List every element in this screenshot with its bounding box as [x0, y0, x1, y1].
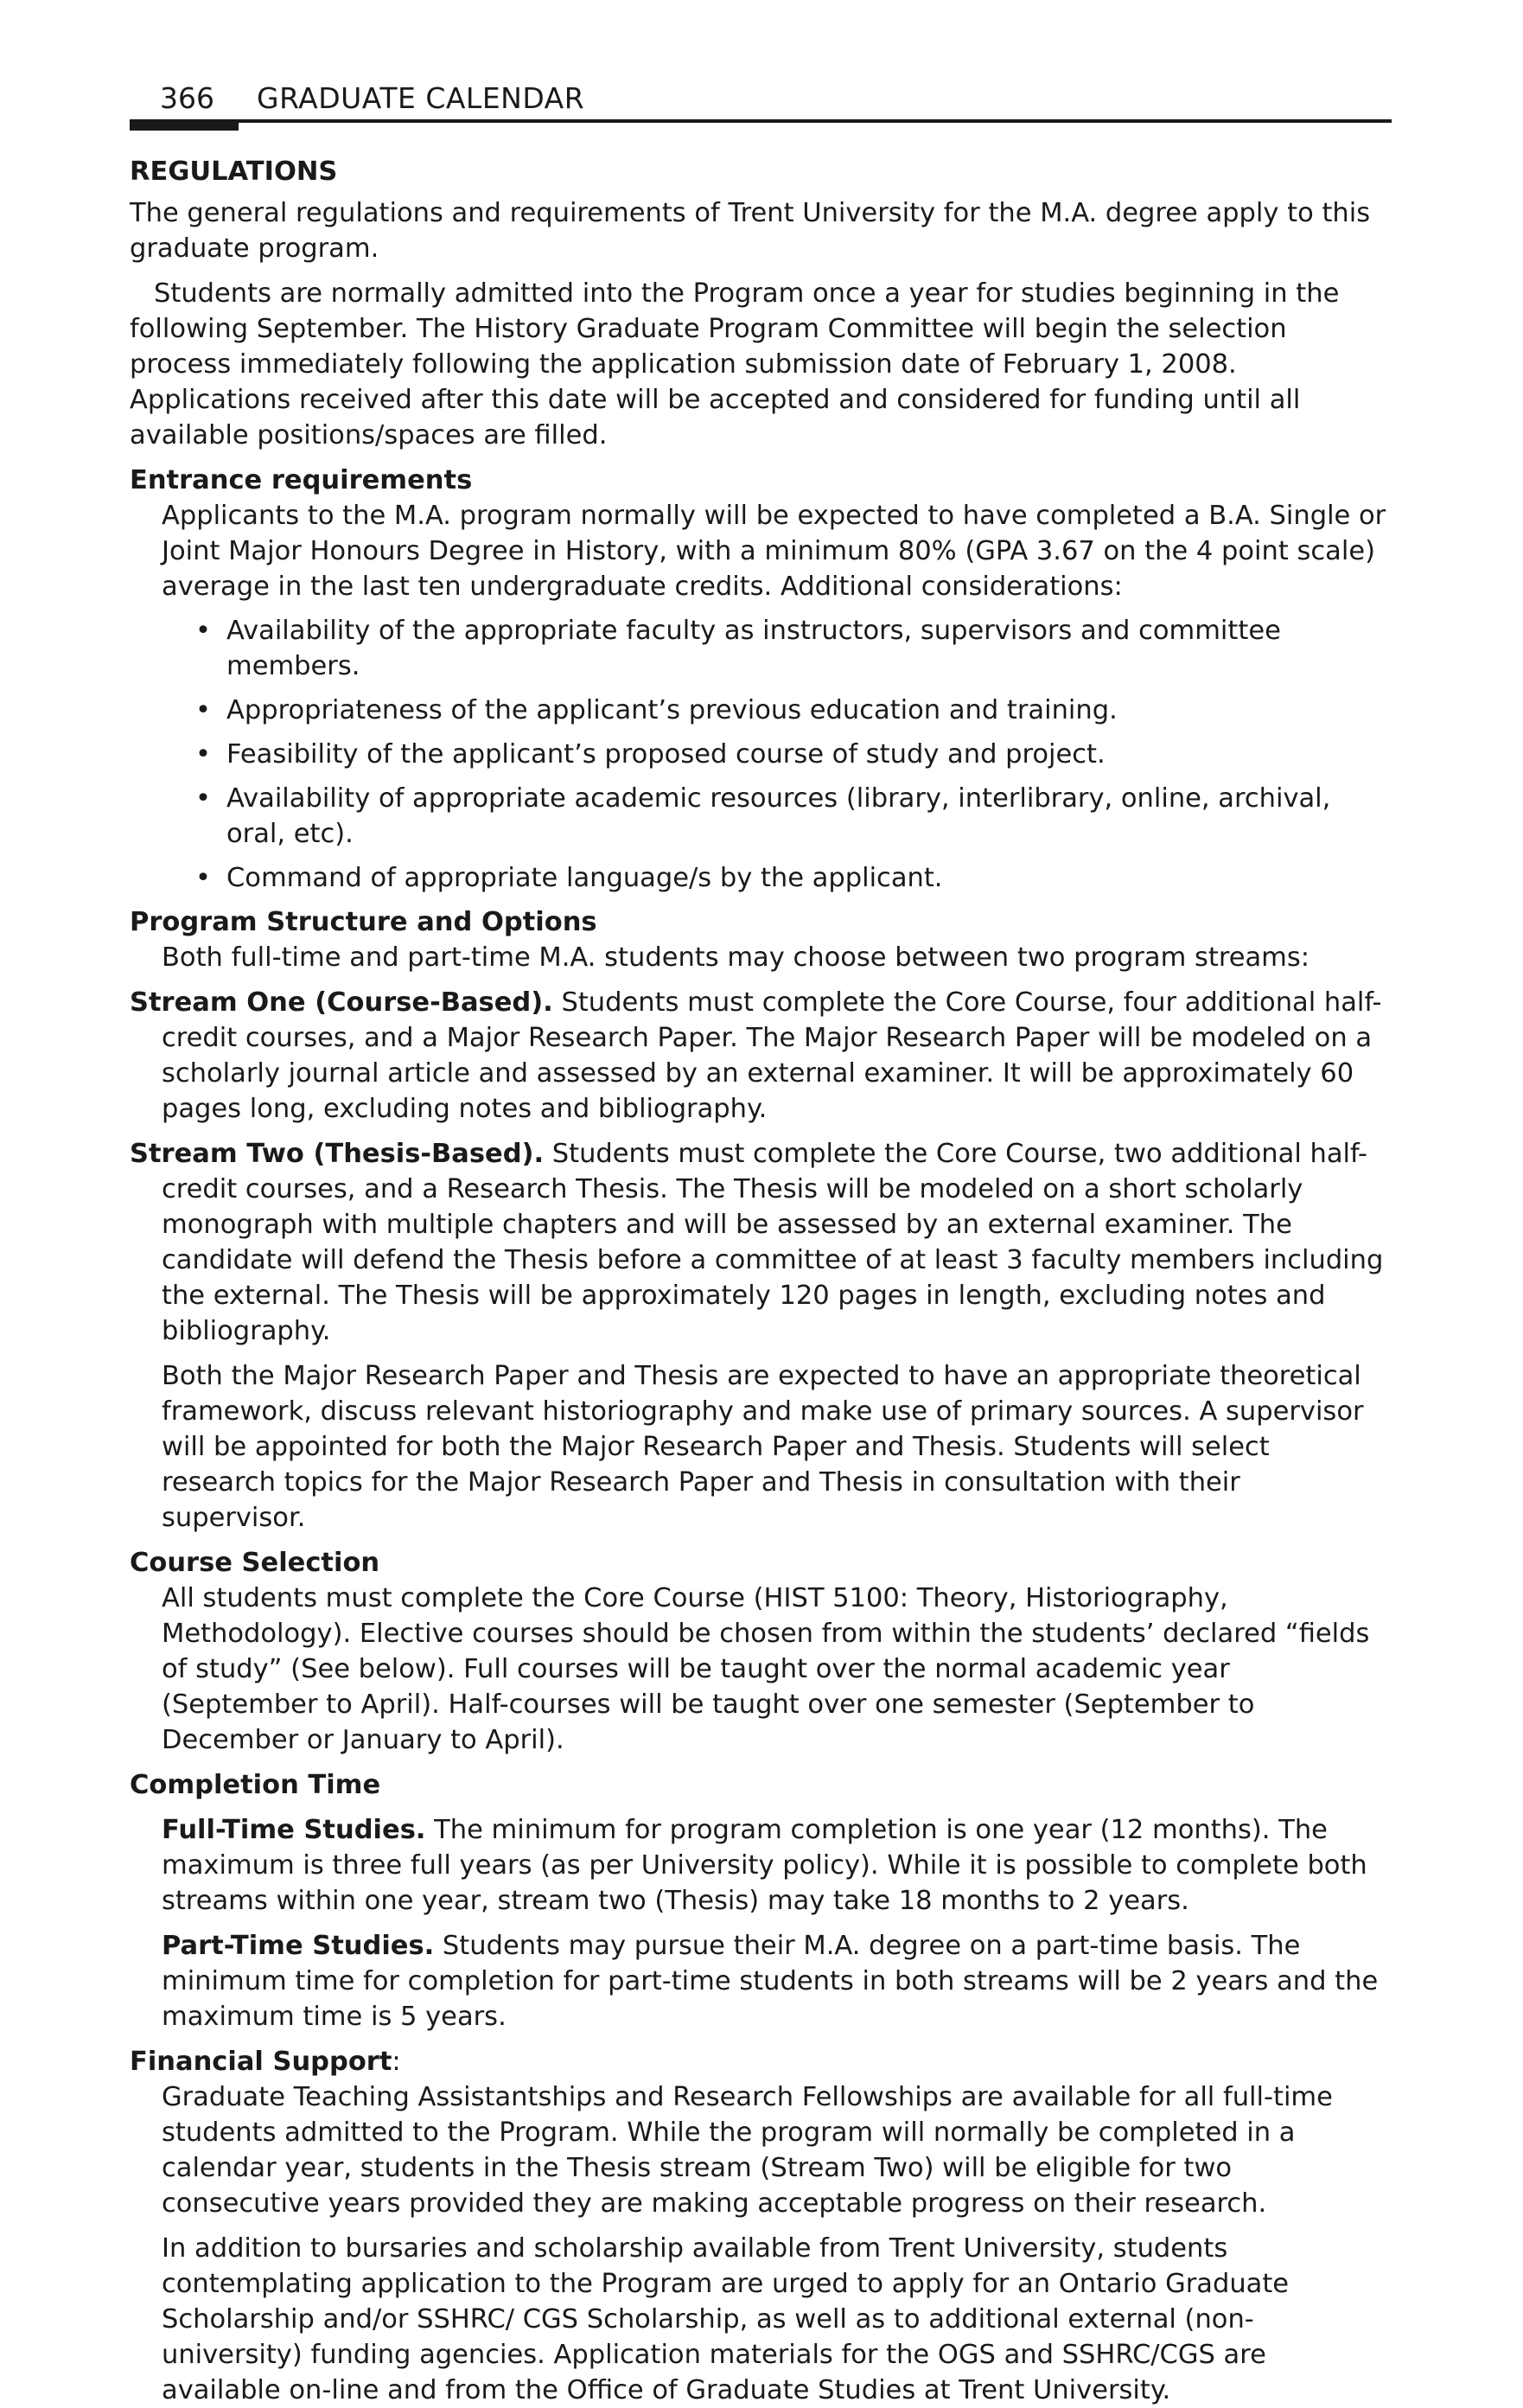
list-item [130, 860, 1392, 896]
full-time-text: The minimum for program completion is one year (12 months). The maximum is three full years (as per University policy). While it is possible to complete both streams within one year, stream two (Thesis) may take 18 months to 2 years. [162, 1815, 1367, 1916]
list-item-text: Availability of the appropriate faculty as instructors, supervisors and committee members. [226, 616, 1281, 681]
part-time-text: Students may pursue their M.A. degree on a part-time basis. The minimum time for completion for part-time students in both streams will be 2 years and the maximum time is 5 years. [162, 1931, 1379, 2032]
stream-two-label: Stream Two (Thesis-Based). [130, 1139, 545, 1169]
financial-paragraph-2: In addition to bursaries and scholarship available from Trent University, students contemplating application to the Program are urged to apply for an Ontario Graduate Scholarship and/or SSHRC/ CGS Scholarship, as well as to additional external (non-university) funding agencies. Application materials for the OGS and SSHRC/CGS are available on-line and from the Office of Graduate Studies at Trent University. [162, 2233, 1290, 2405]
financial-heading-line [130, 2044, 1392, 2079]
list-item-text: Feasibility of the applicant’s proposed course of study and project. [226, 739, 1106, 770]
entrance-intro: Applicants to the M.A. program normally will be expected to have completed a B.A. Single or Joint Major Honours Degree in History, with a minimum 80% (GPA 3.67 on the 4 point scale) average in the last ten undergraduate credits. Additional considerations: [162, 501, 1386, 602]
part-time-label: Part-Time Studies. [162, 1931, 435, 1961]
stream-one-text: Students must complete the Core Course, four additional half-credit courses, and a Major Research Paper. The Major Research Paper will be modeled on a scholarly journal article and assessed by an external examiner. It will be approximately 60 pages long, excluding notes and bibliography. [162, 987, 1382, 1124]
full-time-label: Full-Time Studies. [162, 1815, 426, 1845]
bullet-icon: • [195, 783, 211, 814]
bullet-icon: • [195, 863, 211, 893]
financial-paragraph-1: Graduate Teaching Assistantships and Research Fellowships are available for all full-time students admitted to the Program. While the program will normally be completed in a calendar year, students in the Thesis stream (Stream Two) will be eligible for two consecutive years provided they are making acceptable progress on their research. [162, 2082, 1333, 2219]
page-header [130, 78, 1392, 131]
course-selection-text: All students must complete the Core Course (HIST 5100: Theory, Historiography, Methodology). Elective courses should be chosen from within the students’ declared “fields of study” (See below). Full courses will be taught over the normal academic year (September to April). Half-courses will be taught over one semester (September to December or January to April). [162, 1583, 1370, 1755]
regulations-paragraph-1: The general regulations and requirements of Trent University for the M.A. degree apply to this graduate program. [130, 198, 1371, 264]
bullet-icon: • [195, 739, 211, 770]
header-rule [130, 119, 1392, 123]
stream-one-label: Stream One (Course-Based). [130, 987, 553, 1018]
list-item [130, 693, 1392, 728]
stream-one-paragraph [130, 985, 1392, 1127]
financial-heading: Financial Support [130, 2047, 392, 2077]
course-selection-heading: Course Selection [130, 1548, 380, 1578]
list-item-text: Appropriateness of the applicant’s previous education and training. [226, 695, 1118, 725]
page-content [130, 154, 1392, 2408]
regulations-heading: REGULATIONS [130, 156, 338, 187]
running-title: GRADUATE CALENDAR [257, 81, 585, 115]
entrance-heading: Entrance requirements [130, 465, 473, 495]
completion-heading: Completion Time [130, 1770, 381, 1800]
header-tab-mark [130, 119, 239, 131]
list-item [130, 613, 1392, 684]
list-item-text: Availability of appropriate academic resources (library, interlibrary, online, archival, oral, etc). [226, 783, 1331, 849]
stream-two-text: Students must complete the Core Course, two additional half-credit courses, and a Research Thesis. The Thesis will be modeled on a short scholarly monograph with multiple chapters and will be assessed by an external examiner. The candidate will defend the Thesis before a committee of at least 3 faculty members including the external. The Thesis will be approximately 120 pages in length, excluding notes and bibliography. [162, 1139, 1384, 1346]
list-item [130, 737, 1392, 772]
part-time-paragraph [162, 1928, 1392, 2034]
list-item [130, 781, 1392, 852]
full-time-paragraph [162, 1812, 1392, 1919]
structure-heading: Program Structure and Options [130, 907, 597, 937]
regulations-paragraph-2: Students are normally admitted into the Program once a year for studies beginning in the following September. The History Graduate Program Committee will begin the selection process immediately following the application submission date of February 1, 2008. Applications received after this date will be accepted and considered for funding until all available positions/spaces are filled. [130, 278, 1340, 450]
structure-intro: Both full-time and part-time M.A. students may choose between two program streams: [162, 942, 1310, 973]
financial-heading-colon: : [392, 2047, 401, 2077]
bullet-icon: • [195, 616, 211, 646]
page-number: 366 [160, 81, 214, 115]
page [130, 0, 1392, 2405]
bullet-icon: • [195, 695, 211, 725]
structure-both-paragraph: Both the Major Research Paper and Thesis are expected to have an appropriate theoretical framework, discuss relevant historiography and make use of primary sources. A supervisor will be appointed for both the Major Research Paper and Thesis. Students will select research topics for the Major Research Paper and Thesis in consultation with their supervisor. [162, 1361, 1364, 1533]
list-item-text: Command of appropriate language/s by the applicant. [226, 863, 943, 893]
entrance-considerations-list [130, 613, 1392, 896]
stream-two-paragraph [130, 1136, 1392, 1349]
